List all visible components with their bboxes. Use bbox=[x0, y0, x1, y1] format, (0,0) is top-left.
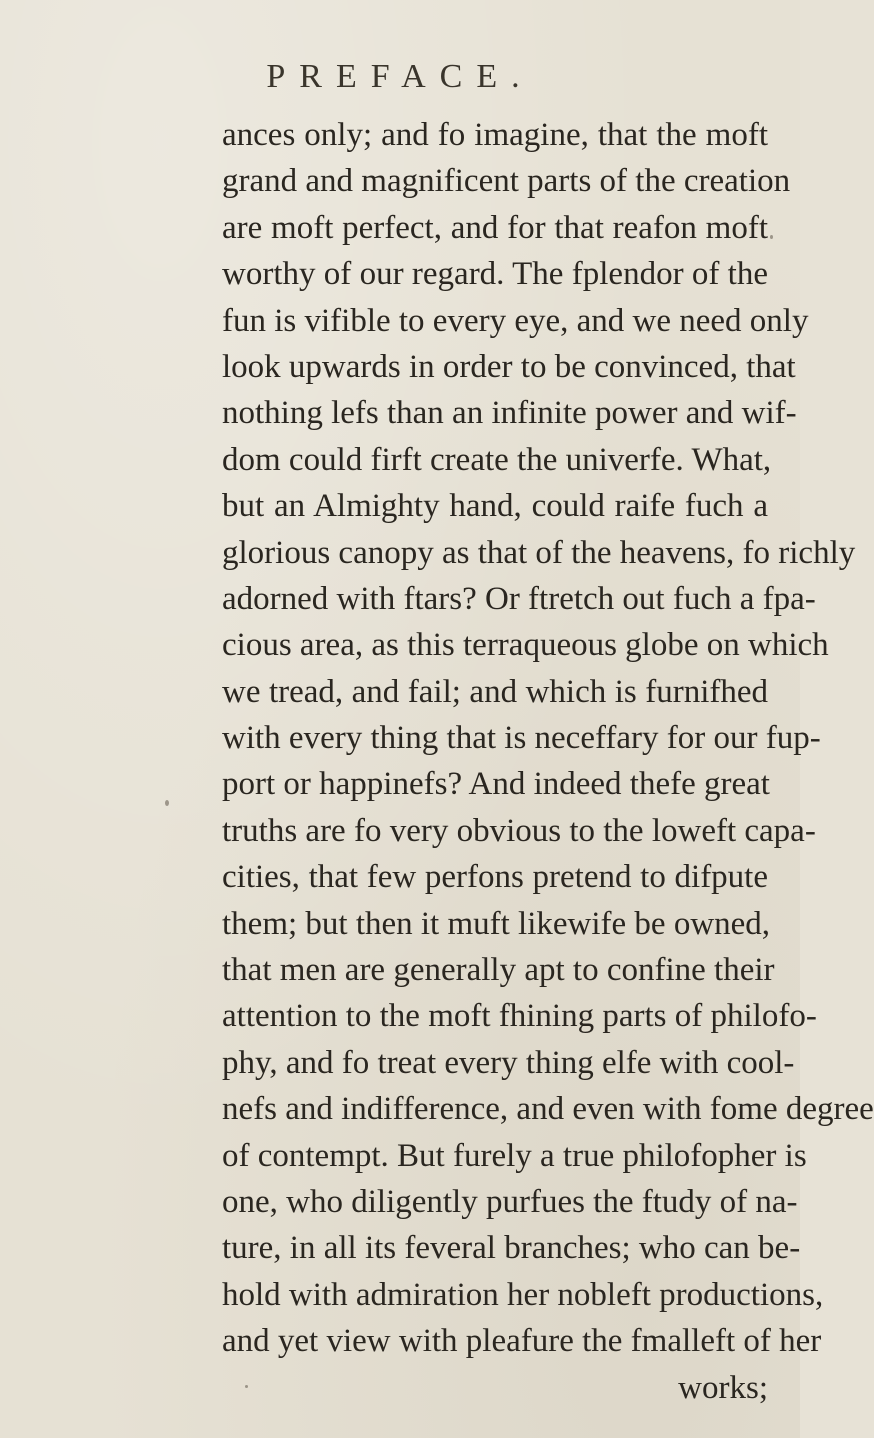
text-line: them; but then it muft likewife be owned, bbox=[222, 905, 771, 942]
body-text bbox=[222, 112, 874, 1411]
text-line: cious area, as this terraqueous globe on which bbox=[222, 627, 829, 664]
text-line: port or happinefs? And indeed thefe great bbox=[222, 766, 770, 803]
text-line: hold with admiration her nobleft productions, bbox=[222, 1276, 824, 1313]
text-line: grand and magnificent parts of the creation bbox=[222, 163, 791, 200]
text-line: nefs and indifference, and even with fome degree bbox=[222, 1091, 874, 1128]
paper-speck bbox=[165, 800, 169, 806]
text-line: phy, and fo treat every thing elfe with cool- bbox=[222, 1044, 795, 1081]
text-line: of contempt. But furely a true philofopher is bbox=[222, 1137, 807, 1174]
catchword: works; bbox=[678, 1369, 768, 1406]
paper-speck bbox=[245, 1385, 248, 1388]
text-line: with every thing that is neceffary for our fup- bbox=[222, 720, 821, 757]
text-line: truths are fo very obvious to the loweft capa- bbox=[222, 812, 816, 849]
text-line: ture, in all its feveral branches; who can be- bbox=[222, 1230, 801, 1267]
running-head: PREFACE. bbox=[266, 58, 534, 95]
text-line: dom could firft create the univerfe. What, bbox=[222, 441, 772, 478]
text-line: nothing lefs than an infinite power and wif- bbox=[222, 395, 797, 432]
text-line: that men are generally apt to confine their bbox=[222, 952, 775, 989]
text-line: but an Almighty hand, could raife fuch a bbox=[222, 488, 768, 525]
text-line: worthy of our regard. The fplendor of the bbox=[222, 256, 768, 293]
text-line: adorned with ftars? Or ftretch out fuch a fpa- bbox=[222, 580, 816, 617]
text-line: one, who diligently purfues the ftudy of na- bbox=[222, 1183, 798, 1220]
text-line: fun is vifible to every eye, and we need only bbox=[222, 302, 809, 339]
text-line: are moft perfect, and for that reafon moft bbox=[222, 209, 768, 246]
text-line: look upwards in order to be convinced, that bbox=[222, 348, 796, 385]
text-line: ances only; and fo imagine, that the moft bbox=[222, 117, 768, 153]
text-line: cities, that few perfons pretend to difpute bbox=[222, 859, 768, 896]
text-line: and yet view with pleafure the fmalleft of her bbox=[222, 1323, 822, 1360]
text-line: we tread, and fail; and which is furnifhed bbox=[222, 673, 768, 710]
text-line: attention to the moft fhining parts of philofo- bbox=[222, 998, 817, 1035]
text-line: glorious canopy as that of the heavens, fo richly bbox=[222, 534, 856, 571]
paper-speck bbox=[770, 235, 773, 239]
